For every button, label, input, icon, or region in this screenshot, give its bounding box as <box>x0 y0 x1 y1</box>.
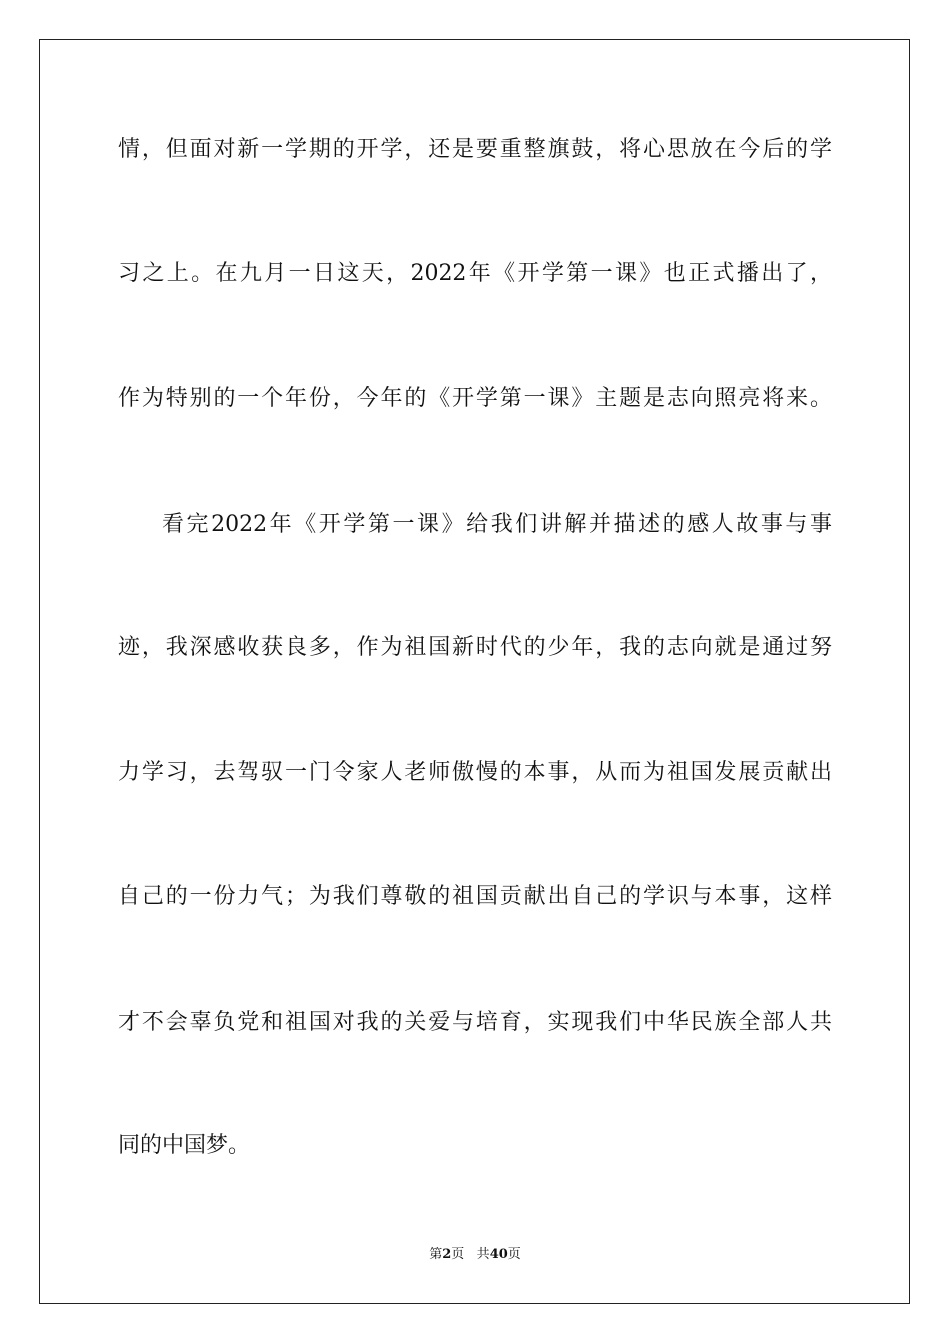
text-line: 才不会辜负党和祖国对我的关爱与培育，实现我们中华民族全部人共 <box>118 1010 832 1035</box>
text-line: 同的中国梦。 <box>118 1133 251 1158</box>
text-line: 力学习，去驾驭一门令家人老师傲慢的本事，从而为祖国发展贡献出 <box>118 760 832 785</box>
text-line: 自己的一份力气；为我们尊敬的祖国贡献出自己的学识与本事，这样 <box>118 884 832 909</box>
text-line: 情，但面对新一学期的开学，还是要重整旗鼓，将心思放在今后的学 <box>118 137 832 162</box>
footer-total-suffix: 页 <box>507 1247 521 1262</box>
footer-total-pages: 40 <box>489 1247 508 1262</box>
text-line: 作为特别的一个年份，今年的《开学第一课》主题是志向照亮将来。 <box>118 386 832 411</box>
footer-total-prefix: 共 <box>476 1247 490 1262</box>
text-line: 迹，我深感收获良多，作为祖国新时代的少年，我的志向就是通过努 <box>118 635 832 660</box>
text-line: 习之上。在九月一日这天，2022年《开学第一课》也正式播出了， <box>118 261 832 286</box>
footer-page-prefix: 第 <box>429 1247 443 1262</box>
page-footer <box>0 1246 950 1264</box>
footer-page-number: 2 <box>442 1247 452 1262</box>
paragraph-start-line: 看完2022年《开学第一课》给我们讲解并描述的感人故事与事 <box>162 512 832 537</box>
page-border <box>39 39 910 1304</box>
footer-page-suffix: 页 <box>451 1247 465 1262</box>
